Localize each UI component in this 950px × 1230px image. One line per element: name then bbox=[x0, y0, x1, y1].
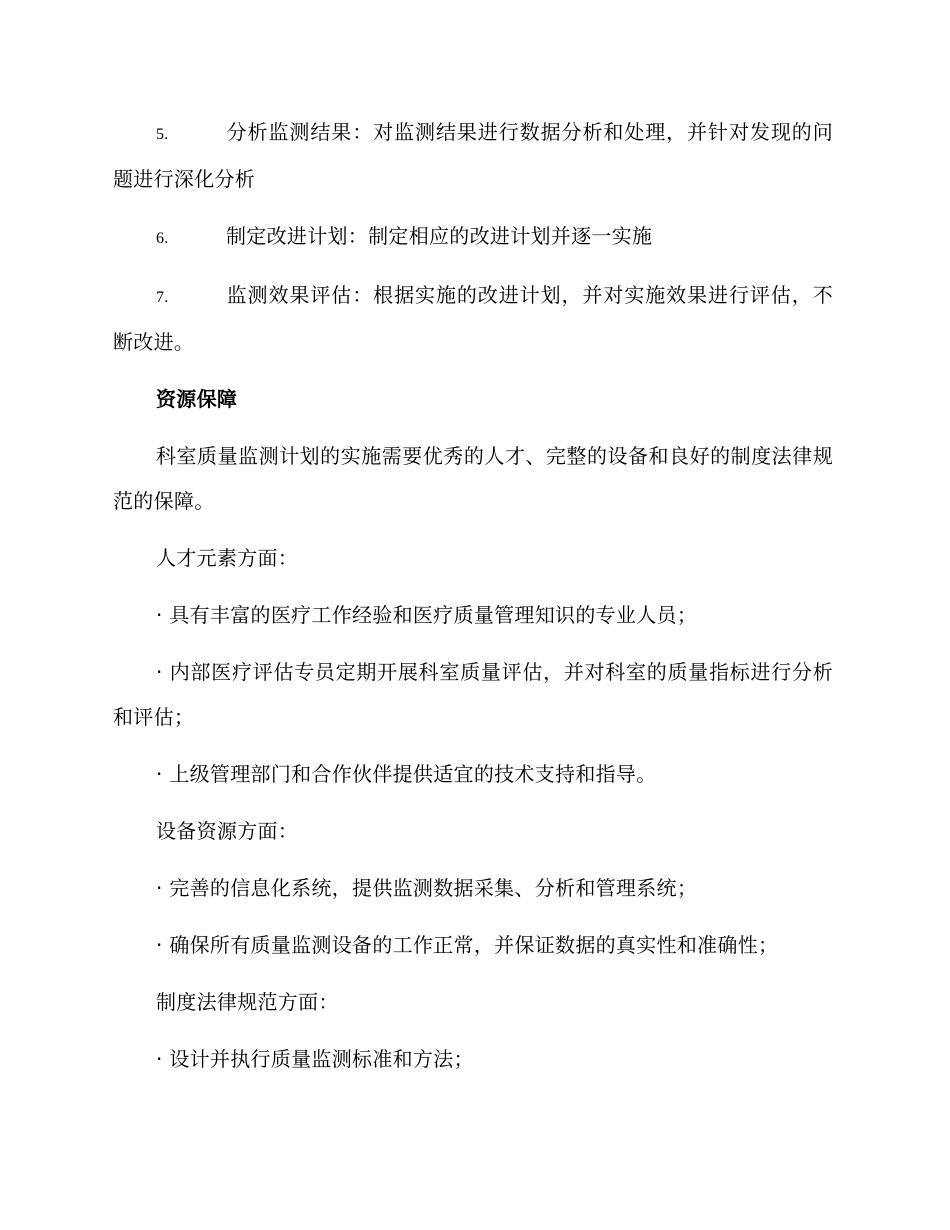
step-number: 5. bbox=[156, 126, 169, 143]
talent-item: · 具有丰富的医疗工作经验和医疗质量管理知识的专业人员； bbox=[156, 603, 698, 627]
step-item-7 bbox=[113, 273, 833, 365]
step-item-6 bbox=[113, 214, 833, 261]
section-heading: 资源保障 bbox=[156, 387, 238, 411]
step-item-5 bbox=[113, 110, 833, 202]
equipment-heading: 设备资源方面： bbox=[156, 819, 299, 843]
step-number: 7. bbox=[156, 289, 169, 306]
talent-item: · 内部医疗评估专员定期开展科室质量评估，并对科室的质量指标进行分析和评估； bbox=[113, 660, 833, 729]
step-text: 制定改进计划：制定相应的改进计划并逐一实施 bbox=[226, 224, 653, 248]
intro-paragraph: 科室质量监测计划的实施需要优秀的人才、完整的设备和良好的制度法律规范的保障。 bbox=[113, 444, 833, 513]
step-text: 监测效果评估：根据实施的改进计划，并对实施效果进行评估，不断改进。 bbox=[113, 283, 833, 354]
talent-heading: 人才元素方面： bbox=[156, 546, 299, 570]
regulation-heading: 制度法律规范方面： bbox=[156, 990, 339, 1014]
step-text: 分析监测结果：对监测结果进行数据分析和处理，并针对发现的问题进行深化分析 bbox=[113, 120, 833, 191]
talent-item: · 上级管理部门和合作伙伴提供适宜的技术支持和指导。 bbox=[156, 762, 657, 786]
equipment-item: · 完善的信息化系统，提供监测数据采集、分析和管理系统； bbox=[156, 876, 698, 900]
regulation-item: · 设计并执行质量监测标准和方法； bbox=[156, 1047, 474, 1071]
equipment-item: · 确保所有质量监测设备的工作正常，并保证数据的真实性和准确性； bbox=[156, 933, 779, 957]
step-number: 6. bbox=[156, 230, 169, 247]
document-content bbox=[113, 110, 833, 1094]
